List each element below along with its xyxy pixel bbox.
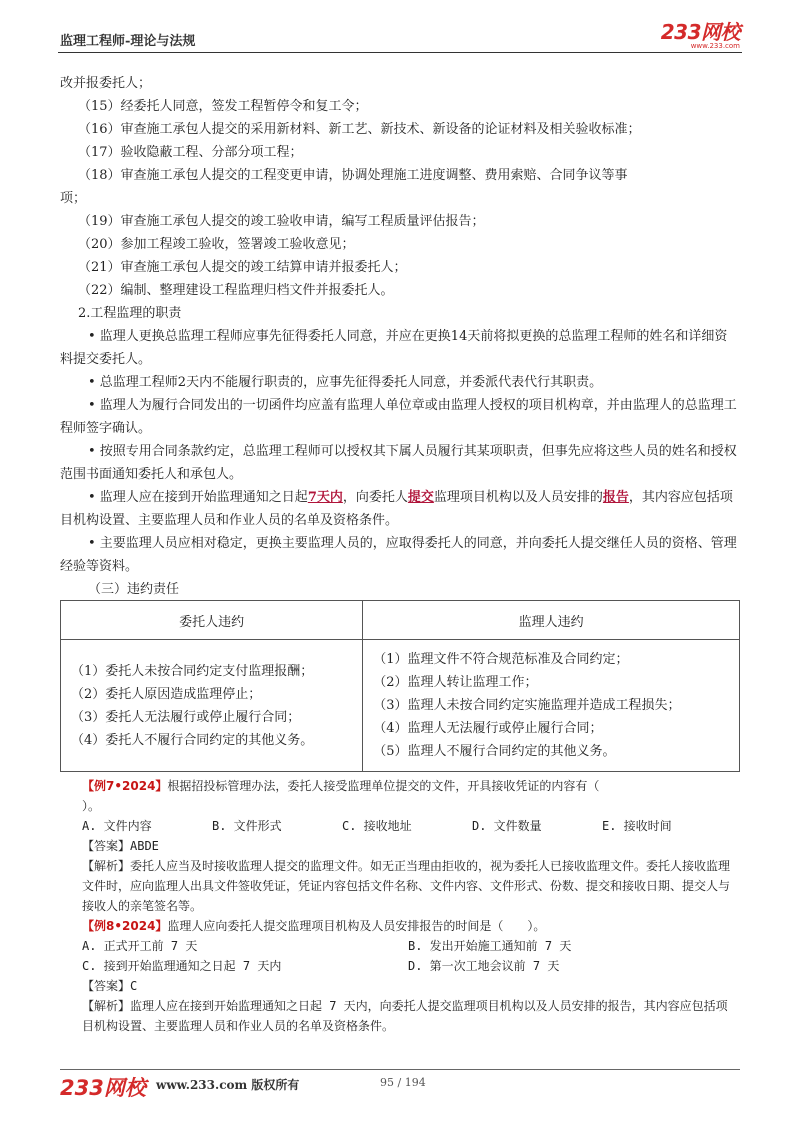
option: A. 文件内容 <box>82 819 152 833</box>
footer-logo: 233网校 <box>60 1076 146 1100</box>
question <box>82 916 738 936</box>
bullet-item: • 监理人更换总监理工程师应事先征得委托人同意，并应在更换14天前将拟更换的总监理工程师的姓名和详细资料提交委托人。 <box>60 329 728 367</box>
brand-logo <box>661 22 740 50</box>
option: A. 正式开工前 7 天 <box>82 939 198 953</box>
highlight-term: 提交 <box>407 490 434 505</box>
bullet-item <box>60 486 740 532</box>
list-item: （3）委托人无法履行或停止履行合同； <box>71 709 301 725</box>
options-row <box>82 936 738 956</box>
example-8 <box>82 916 738 1036</box>
page-header <box>60 22 740 50</box>
bullet-text: ，其内容应包括项目机构设置、主要监理人员和作业人员的名单及资格条件。 <box>60 490 733 528</box>
option: E. 接收时间 <box>602 819 672 833</box>
main-content <box>60 72 740 601</box>
question-text: 监理人应向委托人提交监理项目机构及人员安排报告的时间是（ ）。 <box>167 919 546 933</box>
option: D. 文件数量 <box>472 819 542 833</box>
logo-text: 233网校 <box>660 20 740 44</box>
page-footer <box>60 1066 740 1098</box>
list-item: （4）委托人不履行合同约定的其他义务。 <box>71 732 314 748</box>
option: C. 接到开始监理通知之日起 7 天内 <box>82 959 282 973</box>
list-item: （15）经委托人同意，签发工程暂停令和复工令； <box>78 99 368 114</box>
table-header-client: 委托人违约 <box>61 601 363 640</box>
bullet-item: • 监理人为履行合同发出的一切函件均应盖有监理人单位章或由监理人授权的项目机构章，并由监理人的总监理工程师签字确认。 <box>60 398 737 436</box>
highlight-term: 7天内 <box>307 490 343 505</box>
example-7 <box>82 776 738 916</box>
option: C. 接收地址 <box>342 819 412 833</box>
options-row <box>82 956 738 976</box>
answer: 【答案】C <box>82 979 138 993</box>
section-heading: （三）违约责任 <box>88 582 180 597</box>
bullet-text: ，向委托人 <box>342 490 408 505</box>
analysis: 【解析】监理人应在接到开始监理通知之日起 7 天内，向委托人提交监理项目机构以及人员安排的报告，其内容应包括项目机构设置、主要监理人员和作业人员的名单及资格条件。 <box>82 999 728 1033</box>
list-item: （5）监理人不履行合同约定的其他义务。 <box>373 744 616 759</box>
text-line: 改并报委托人； <box>60 76 152 91</box>
document-title: 监理工程师-理论与法规 <box>60 34 196 49</box>
supervisor-breach-cell <box>363 640 740 772</box>
page-number: 95 / 194 <box>380 1076 426 1089</box>
list-item: （21）审查施工承包人提交的竣工结算申请并报委托人； <box>78 260 407 275</box>
breach-table <box>60 600 740 772</box>
list-item: （16）审查施工承包人提交的采用新材料、新工艺、新技术、新设备的论证材料及相关验收标准； <box>78 122 641 137</box>
list-item: （1）委托人未按合同约定支付监理报酬； <box>71 663 314 679</box>
example-label: 【例8•2024】 <box>82 919 168 933</box>
table-header-supervisor: 监理人违约 <box>363 601 740 640</box>
list-item: （20）参加工程竣工验收，签署竣工验收意见； <box>78 237 355 252</box>
list-item: （2）委托人原因造成监理停止； <box>71 686 262 702</box>
list-item: （17）验收隐蔽工程、分部分项工程； <box>78 145 303 160</box>
list-item: （19）审查施工承包人提交的竣工验收申请，编写工程质量评估报告； <box>78 214 485 229</box>
list-item: （3）监理人未按合同约定实施监理并造成工程损失； <box>373 698 681 713</box>
section-heading: 2.工程监理的职责 <box>78 306 182 321</box>
question-end: ）。 <box>82 799 101 813</box>
bullet-text: • 监理人应在接到开始监理通知之日起 <box>88 490 308 505</box>
answer: 【答案】ABDE <box>82 839 159 853</box>
footer-copyright: www.233.com 版权所有 <box>156 1078 300 1092</box>
list-item-continuation: 项； <box>60 191 87 206</box>
question <box>82 776 738 796</box>
highlight-term: 报告 <box>602 490 629 505</box>
option: D. 第一次工地会议前 7 天 <box>408 959 560 973</box>
list-item: （2）监理人转让监理工作； <box>373 675 538 690</box>
analysis: 【解析】委托人应当及时接收监理人提交的监理文件。如无正当理由拒收的，视为委托人已接收监理文件。委托人接收监理文件时，应向监理人出具文件签收凭证，凭证内容包括文件名称、文件内容、文件形式、份数、提交和接收日期、提交人与接收人的亲笔签名等。 <box>82 859 731 913</box>
list-item: （18）审查施工承包人提交的工程变更申请，协调处理施工进度调整、费用索赔、合同争议等事 <box>78 168 628 183</box>
option: B. 发出开始施工通知前 7 天 <box>408 939 572 953</box>
client-breach-cell <box>61 640 363 772</box>
list-item: （4）监理人无法履行或停止履行合同； <box>373 721 603 736</box>
question-text: 根据招投标管理办法，委托人接受监理单位提交的文件，开具接收凭证的内容有（ <box>167 779 600 793</box>
logo-url: www.233.com <box>690 42 740 50</box>
list-item: （22）编制、整理建设工程监理归档文件并报委托人。 <box>78 283 394 298</box>
example-label: 【例7•2024】 <box>82 779 168 793</box>
bullet-item: • 总监理工程师2天内不能履行职责的，应事先征得委托人同意，并委派代表代行其职责。 <box>88 375 603 390</box>
options-row <box>82 816 738 836</box>
list-item: （1）监理文件不符合规范标准及合同约定； <box>373 652 629 667</box>
option: B. 文件形式 <box>212 819 282 833</box>
bullet-item: • 按照专用合同条款约定，总监理工程师可以授权其下属人员履行其某项职责，但事先应将这些人员的姓名和授权范围书面通知委托人和承包人。 <box>60 444 737 482</box>
bullet-item: • 主要监理人员应相对稳定，更换主要监理人员的，应取得委托人的同意，并向委托人提交继任人员的资格、管理经验等资料。 <box>60 536 737 574</box>
header-divider <box>58 52 742 53</box>
bullet-text: 监理项目机构以及人员安排的 <box>433 490 603 505</box>
